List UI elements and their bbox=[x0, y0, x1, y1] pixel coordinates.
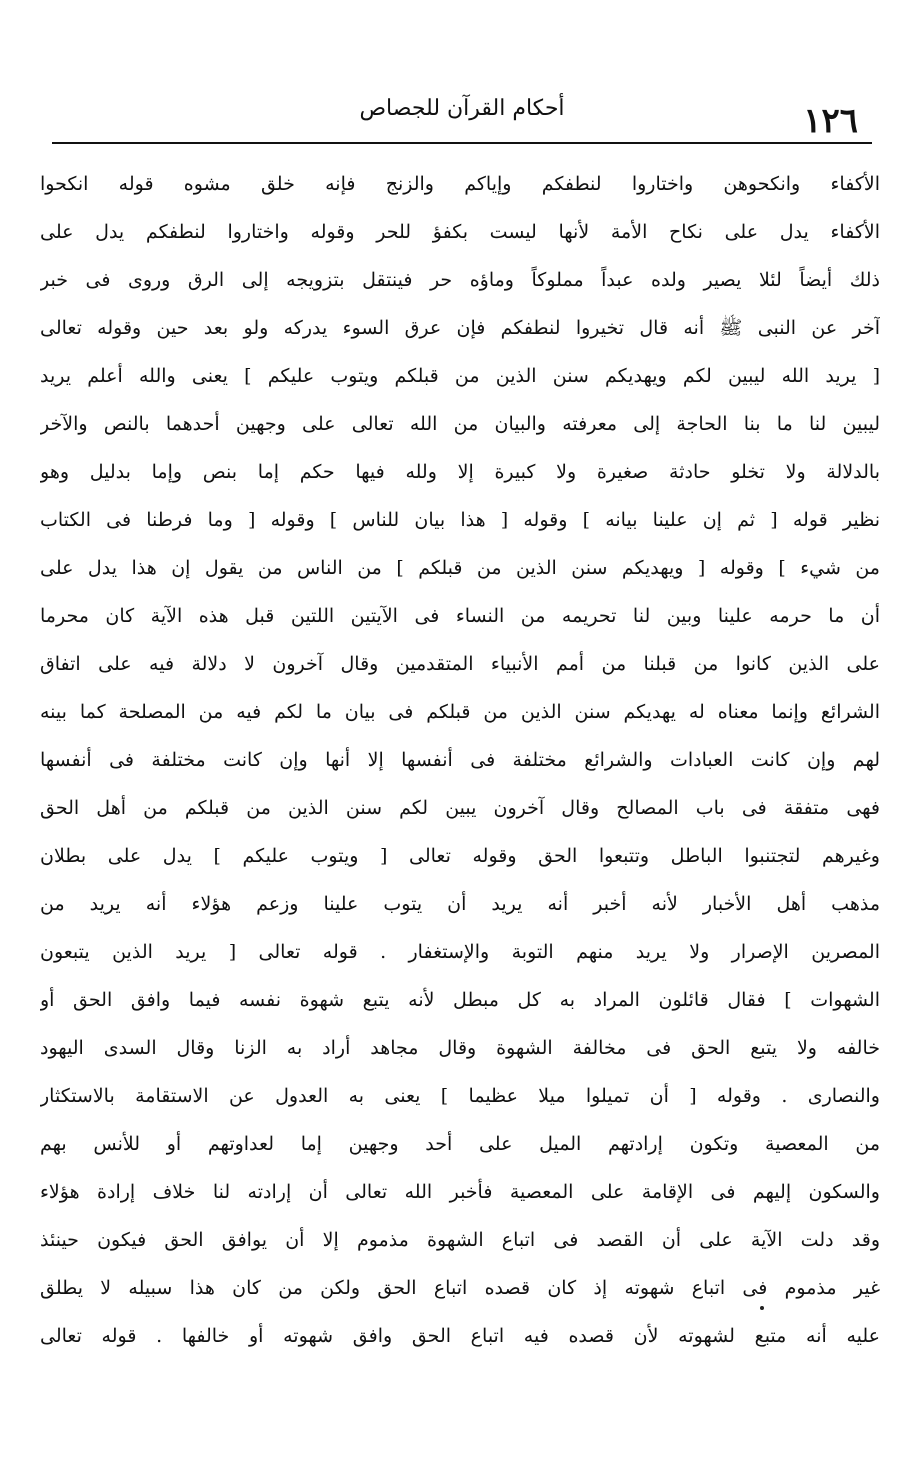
text-line: من شيء ] وقوله [ ويهديكم سنن الذين من قبلكم ] من الناس من يقول إن هذا يدل على bbox=[40, 557, 880, 579]
page-number: ١٢٦ bbox=[803, 101, 858, 141]
text-line: ليبين لنا ما بنا الحاجة إلى معرفته والبيان من الله تعالى على وجهين أحدهما بالنص والآخر bbox=[40, 413, 880, 435]
text-line: خالفه ولا يتبع الحق فى مخالفة الشهوة وقال مجاهد أراد به الزنا وقال السدى اليهود bbox=[40, 1037, 880, 1059]
text-line: أن ما حرمه علينا وبين لنا تحريمه من النساء فى الآيتين اللتين قبل هذه الآية كان محرما bbox=[40, 605, 880, 627]
header-divider bbox=[52, 142, 872, 144]
text-line: الشرائع وإنما معناه له يهديكم سنن الذين من قبلكم فى بيان ما لكم فيه من المصلحة كما بينه bbox=[40, 701, 880, 723]
print-speck bbox=[760, 1306, 764, 1310]
body-text bbox=[40, 160, 880, 1360]
text-line: وقد دلت الآية على أن القصد فى اتباع الشهوة مذموم إلا أن يوافق الحق فيكون حينئذ bbox=[40, 1229, 880, 1251]
text-line: آخر عن النبى ﷺ أنه قال تخيروا لنطفكم فإن عرق السوء يدركه ولو بعد حين وقوله تعالى bbox=[40, 317, 880, 339]
text-line: مذهب أهل الأخبار لأنه أخبر أنه يريد أن يتوب علينا وزعم هؤلاء أنه يريد من bbox=[40, 893, 880, 915]
text-line: من المعصية وتكون إرادتهم الميل على أحد وجهين إما لعداوتهم أو للأنس بهم bbox=[40, 1133, 880, 1155]
text-line: وغيرهم لتجتنبوا الباطل وتتبعوا الحق وقوله تعالى [ ويتوب عليكم ] يدل على بطلان bbox=[40, 845, 880, 867]
text-line: المصرين الإصرار ولا يريد منهم التوبة والإستغفار . قوله تعالى [ يريد الذين يتبعون bbox=[40, 941, 880, 963]
text-line: على الذين كانوا من قبلنا من أمم الأنبياء المتقدمين وقال آخرون لا دلالة فيه على اتفاق bbox=[40, 653, 880, 675]
running-title: أحكام القرآن للجصاص bbox=[359, 96, 565, 121]
text-line: والسكون إليهم فى الإقامة على المعصية فأخبر الله تعالى أن إرادته لنا خلاف إرادة هؤلاء bbox=[40, 1181, 880, 1203]
text-line: نظير قوله [ ثم إن علينا بيانه ] وقوله [ هذا بيان للناس ] وقوله [ وما فرطنا فى الكتاب bbox=[40, 509, 880, 531]
text-line: فهى متفقة فى باب المصالح وقال آخرون يبين لكم سنن الذين من قبلكم من أهل الحق bbox=[40, 797, 880, 819]
text-line: بالدلالة ولا تخلو حادثة صغيرة ولا كبيرة إلا ولله فيها حكم إما بنص وإما بدليل وهو bbox=[40, 461, 880, 483]
text-line: الأكفاء يدل على نكاح الأمة لأنها ليست بكفؤ للحر وقوله واختاروا لنطفكم يدل على bbox=[40, 221, 880, 243]
text-line: الأكفاء وانكحوهن واختاروا لنطفكم وإياكم والزنج فإنه خلق مشوه قوله انكحوا bbox=[40, 173, 880, 195]
text-line: لهم وإن كانت العبادات والشرائع مختلفة فى أنفسها إلا أنها وإن كانت مختلفة فى أنفسها bbox=[40, 749, 880, 771]
text-line: [ يريد الله ليبين لكم ويهديكم سنن الذين من قبلكم ويتوب عليكم ] يعنى والله أعلم يريد bbox=[40, 365, 880, 387]
text-line: الشهوات ] فقال قائلون المراد به كل مبطل لأنه يتبع شهوة نفسه فيما وافق الحق أو bbox=[40, 989, 880, 1011]
text-line: غير مذموم فى اتباع شهوته إذ كان قصده اتباع الحق ولكن من كان هذا سبيله لا يطلق bbox=[40, 1277, 880, 1299]
text-line: ذلك أيضاً لئلا يصير ولده عبداً مملوكاً وماؤه حر فينتقل بتزويجه إلى الرق وروى فى خبر bbox=[40, 269, 880, 291]
page-header bbox=[52, 88, 872, 146]
text-line: عليه أنه متبع لشهوته لأن قصده فيه اتباع الحق وافق شهوته أو خالفها . قوله تعالى bbox=[40, 1325, 880, 1347]
text-line: والنصارى . وقوله [ أن تميلوا ميلا عظيما ] يعنى به العدول عن الاستقامة بالاستكثار bbox=[40, 1085, 880, 1107]
